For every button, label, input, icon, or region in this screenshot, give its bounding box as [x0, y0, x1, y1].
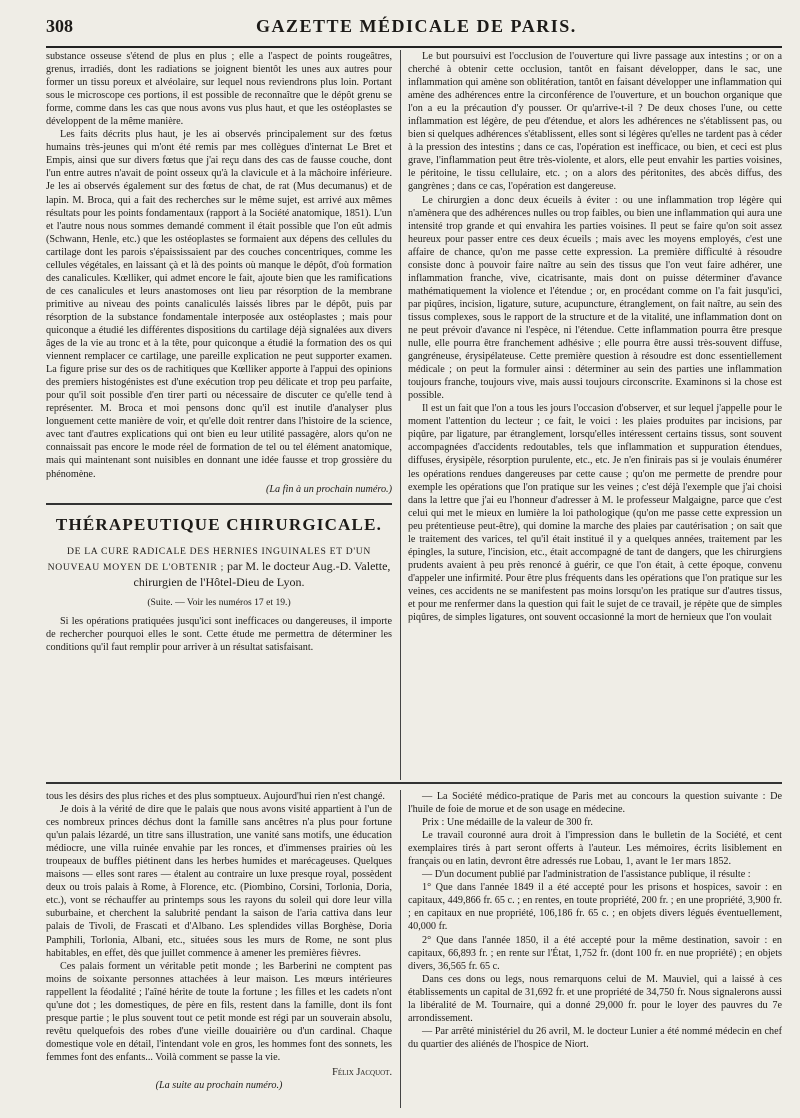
left-column-top	[46, 50, 392, 654]
article-heading	[46, 543, 392, 590]
news-item: 2° Que dans l'année 1850, il a été accepté pour la même destination, savoir : en capitaux, 66,893 fr. ; en rente sur l'État, 1,752 fr. (dont 100 fr. en nue propriété) ; en objets divers, 36,565 fr. 65 c.	[408, 934, 782, 972]
text-paragraph: Les faits décrits plus haut, je les ai observés principalement sur des fœtus humains très-jeunes qui m'ont été remis par mes collègues d'internat Le Bret et Empis, ainsi que sur divers fœtus que j'ai reçu dans des cas de fausse couche, dont l'un entre autres n'avait de point osseux qu'à la clavicule et à la mâchoire inférieure. Je les ai observés également sur des fœtus de chat, de rat (Mus decumanus) et de lapin. M. Broca, qui a fait des recherches sur le même sujet, est arrivé aux mêmes résultats pour les points fondamentaux (rapport à la Société anatomique, 1851). L'un et l'autre nous nous sommes demandé comment il était possible que l'on eût admis (Schwann, Henle, etc.) que les ostéoplastes se formaient aux dépens des cellules du cartilage dont les parois s'épaississaient par des couches concentriques, comme les cellules végétales, en laissant çà et là des points où manque le dépôt, d'où formation des canalicules. Kœlliker, qui admet encore le fait, ajoute bien que les ramifications de ces canalicules et leurs anastomoses ont lieu par résorption de la membrane primitive au niveau des points canaliculés laissés libres par le dépôt, puis par résorption de la substance fondamentale interposée aux ostéoplastes ; mais pour quiconque a étudié les différentes dispositions du cartilage déjà signalées aux divers âges de la vie au tronc et à la tête, pour quiconque a étudié la formation des os qui viennent remplacer ce cartilage, une pareille explication ne peut supporter examen. La figure prise sur des os de rachitiques que Kœlliker apporte à l'appui des opinions des premiers histogénistes est d'une exécution trop peu délicate et trop peu parfaite, pour qu'il soit possible d'en tirer parti ou nécessaire de discuter ce qu'elle tend à représenter. M. Broca et moi pensons donc qu'il est inutile d'analyser plus longuement cette manière de voir, et qu'elle doit rentrer dans l'histoire de la science, avec tant d'autres explications qui ont bien eu leur utilité passagère, alors qu'on ne connaissait pas encore le mode réel de formation de tel ou tel élément anatomique, mais qui maintenant sont nuisibles en donnant une idée fausse et trop grossière du phénomène.	[46, 129, 392, 480]
author-signature: Félix Jacquot.	[332, 1066, 392, 1078]
text-paragraph: Le chirurgien a donc deux écueils à éviter : ou une inflammation trop légère qui n'amènera que des adhérences nulles ou trop faibles, ou bien une inflammation qui aura une intensité trop grande et qui envahira les parties voisines. Il peut se faire qu'on soit assez heureux pour passer entre ces deux écueils ; mais avec les moyens employés, c'est une affaire de chance, qu'on me passe cette expression. La première difficulté à résoudre consiste donc à pouvoir faire naître au sein des tissus que l'on veut faire adhérer, une inflammation franche, vive, cicatrisante, mais dont on puisse déterminer d'avance mathématiquement la violence et l'étendue ; or, en procédant comme on l'a fait jusqu'ici, par piqûres, incision, ligature, suture, acupuncture, étranglement, on fait naître, au sein des tissus complexes, sous le rapport de la structure et de la vitalité, une inflammation dont on ne peut prévoir d'avance ni l'espèce, ni l'étendue. Cette inflammation pourra être presque nulle, elle pourra être franchement adhésive ; elle pourra être aussi très-souvent diffuse, gangréneuse, érysipélateuse. Cette première question à résoudre est donc essentiellement médicale ; on peut la formuler ainsi : déterminer au sein des parties une inflammation toujours franche, toujours vive, mais aussi toujours circonscrite. Examinons si la chose est possible.	[408, 194, 782, 402]
text-paragraph: tous les désirs des plus riches et des plus somptueux. Aujourd'hui rien n'est changé.	[46, 791, 385, 802]
page-number: 308	[46, 16, 73, 36]
header-rule	[46, 46, 782, 48]
section-divider	[46, 503, 392, 505]
news-item: — Par arrêté ministériel du 26 avril, M. le docteur Lunier a été nommé médecin en chef du quartier des aliénés de l'hospice de Niort.	[408, 1025, 782, 1050]
newspaper-page	[46, 10, 782, 1110]
news-item: — La Société médico-pratique de Paris met au concours la question suivante : De l'huile de foie de morue et de son usage en médecine.	[408, 791, 782, 816]
series-note: (Suite. — Voir les numéros 17 et 19.)	[147, 596, 291, 608]
news-item: 1° Que dans l'année 1849 il a été accepté pour les prisons et hospices, savoir : en capitaux, 449,866 fr. 65 c. ; en rentes, en toute propriété, 200 fr. ; en une propriété, 3,900 fr. ; en capitaux en nue propriété, 106,186 fr. 65 c. ; en objets divers légués éventuellement, 40,000 fr.	[408, 882, 782, 933]
journal-title: GAZETTE MÉDICALE DE PARIS.	[256, 16, 577, 36]
text-paragraph: Ces palais forment un véritable petit monde ; les Barberini ne comptent pas moins de soixante personnes attachées à leur maison. Les mœurs intérieures rappellent la féodalité ; l'aîné hérite de toute la fortune ; les filles et les cadets n'ont qu'une dot ; les domestiques, de père en fils, restent dans la famille, dont ils font presque partie ; le plus souvent tout ce petit monde est régi par un souverain absolu, revêtu quelquefois des robes d'une vieille douairière ou d'un cardinal. Chaque domestique vole en détail, l'intendant vole en gros, les hommes font des sonnets, les femmes font des enfants... Voilà comment se passe la vie.	[46, 960, 392, 1063]
text-paragraph: substance osseuse s'étend de plus en plus ; elle a l'aspect de points rougeâtres, grenus, irradiés, dont les radiations se joignent bientôt les unes aux autres pour former un tissu poreux et alvéolaire, sur lequel nous reviendrons plus loin. Portant sous le microscope ces portions, il est possible de reconnaître que le dépôt grenu se forme, comme dans les cas que nous avons vus plus haut, et que les ostéoplastes se développent de la même manière.	[46, 51, 392, 128]
article-author: par M. le docteur Aug.-D. Valette, chirurgien de l'Hôtel-Dieu de Lyon.	[133, 558, 391, 589]
left-column-bottom	[46, 790, 392, 1092]
continuation-note: (La suite au prochain numéro.)	[155, 1080, 283, 1092]
news-item: Le travail couronné aura droit à l'impression dans le bulletin de la Société, et cent exemplaires tirés à part seront offerts à l'auteur. Les mémoires, écrits lisiblement en français ou en latin, devront être adressés rue Lobau, 1, avant le 1er mars 1852.	[408, 830, 782, 868]
text-paragraph: Il est un fait que l'on a tous les jours l'occasion d'observer, et sur lequel j'appelle pour le moment l'attention du lecteur ; ce fait, le voici : les plaies produites par incisions, par piqûre, par ligature, par étranglement, lorsqu'elles intéressent certains tissus, sont souvent accompagnées d'accidents redoutables, tels que inflammation et suppuration étendues, diffuses, érysipèle, résorption purulente, etc., etc. Je n'en finirais pas si je voulais énumérer les opérations rendues dangereuses par cette cause ; qu'on me permette de prendre pour exemple les opérations que l'on pratique sur les veines ; c'est déjà l'exemple que j'ai choisi dans la lettre que j'ai eu l'honneur d'adresser à M. le professeur Malgaigne, parce que c'est celui qui met le mieux en lumière la loi pathologique (qu'on me passe cette expression un peu prétentieuse peut-être), qui domine la marche des plaies par cautérisation ; on sait que le traitement des varices, tel qu'il était institué il y a quelques années, traitement par les épingles, la suture, l'incision, etc., était accompagné de tant de dangers, que les chirurgiens prudents avaient à peu près renoncé à guérir, ce que l'on était, à cette époque, convenu d'appeler une infirmité. Pour être plus fréquents dans les opérations que l'on pratique sur les veines, ces accidents ne se manifestent pas moins lorsqu'on les pratique sur d'autres tissus, et pour me renfermer dans la question qui fait le sujet de ce travail, je répète que de simples piqûres, de simples ligatures, ont souvent occasionné la mort de hernieux que l'on voulait	[408, 403, 782, 624]
continuation-note: (La fin à un prochain numéro.)	[265, 483, 392, 495]
right-column-top	[408, 50, 782, 624]
news-item: Dans ces dons ou legs, nous remarquons celui de M. Mauviel, qui a laissé à ces établissements un capital de 31,692 fr. et une propriété de 34,750 fr. Nous signalerons aussi la libéralité de M. Tournaire, qui a donné 29,000 fr. pour le loyer des pauvres du 7e arrondissement.	[408, 973, 782, 1024]
page-header	[46, 16, 782, 42]
right-column-bottom	[408, 790, 782, 1051]
section-title: THÉRAPEUTIQUE CHIRURGICALE.	[55, 514, 383, 534]
column-divider	[400, 50, 401, 780]
news-item: — D'un document publié par l'administration de l'assistance publique, il résulte :	[422, 869, 751, 881]
feuilleton-divider	[46, 782, 782, 784]
text-paragraph: Je dois à la vérité de dire que le palais que nous avons visité appartient à l'un de ces nombreux princes déchus dont la famille sans ancêtres n'a plus pour fortune qu'un palais lézardé, un titre sans illustration, une vanité sans motifs, une éducation médiocre, une villa ruinée envahie par les ronces, et d'immenses prairies où les troupeaux de buffles piétinent dans les herbes humides et marécageuses. Quelques maisons — elles sont rares — étalent au contraire un luxe presque royal, possèdent deux ou trois palais à Rome, à Florence, etc. (Piombino, Corsini, Torlonia, Doria, etc.), vont se réchauffer au printemps sous les rayons du soleil qui dore leur villa suburbaine, et cherchent la salubrité pendant la saison de l'aria cattiva dans leur palais de Tivoli, de Frascati et d'Albano. Les splendides villas Borghèse, Doria Pamphili, Torlonia, Albani, etc., situées sous les murs de Rome, ne sont plus habitables, en effet, dès que juillet commence à amener les premières fièvres.	[46, 804, 392, 959]
news-item: Prix : Une médaille de la valeur de 300 fr.	[422, 817, 593, 829]
column-divider	[400, 790, 401, 1108]
text-paragraph: Le but poursuivi est l'occlusion de l'ouverture qui livre passage aux intestins ; or on a cherché à obtenir cette occlusion, tantôt en faisant développer, dans le sac, une inflammation qui amène son oblitération, tantôt en faisant développer une inflammation qui amène des adhérences entre la circonférence de l'ouverture, et un bouchon organique que l'on a eu la précaution d'y pousser. Or qu'arrive-t-il ? De deux choses l'une, ou cette inflammation est légère, de peu d'étendue, et alors les adhérences ne s'établissent pas, ou bien si quelques adhérences s'établissent, elles sont si légères qu'elles ne tardent pas à céder à la pression des intestins ; dans ce cas, l'opération est inefficace, ou bien, et ceci est plus grave, l'inflammation peut être très-violente, et alors, elle peut envahir les parties voisines, le péritoine, le tissu cellulaire, etc. ; on a alors des péritonites, des abcès diffus, des gangrènes ; dans ce cas, l'opération est dangereuse.	[408, 51, 783, 193]
article-title: DE LA CURE RADICALE DES HERNIES INGUINALES ET D'UN NOUVEAU MOYEN DE L'OBTENIR ;	[47, 545, 372, 573]
text-paragraph: Si les opérations pratiquées jusqu'ici sont inefficaces ou dangereuses, il importe de rechercher pourquoi elles le sont. Cette étude me permettra de déterminer les conditions qu'il faut remplir pour arriver à un résultat satisfaisant.	[46, 615, 392, 653]
